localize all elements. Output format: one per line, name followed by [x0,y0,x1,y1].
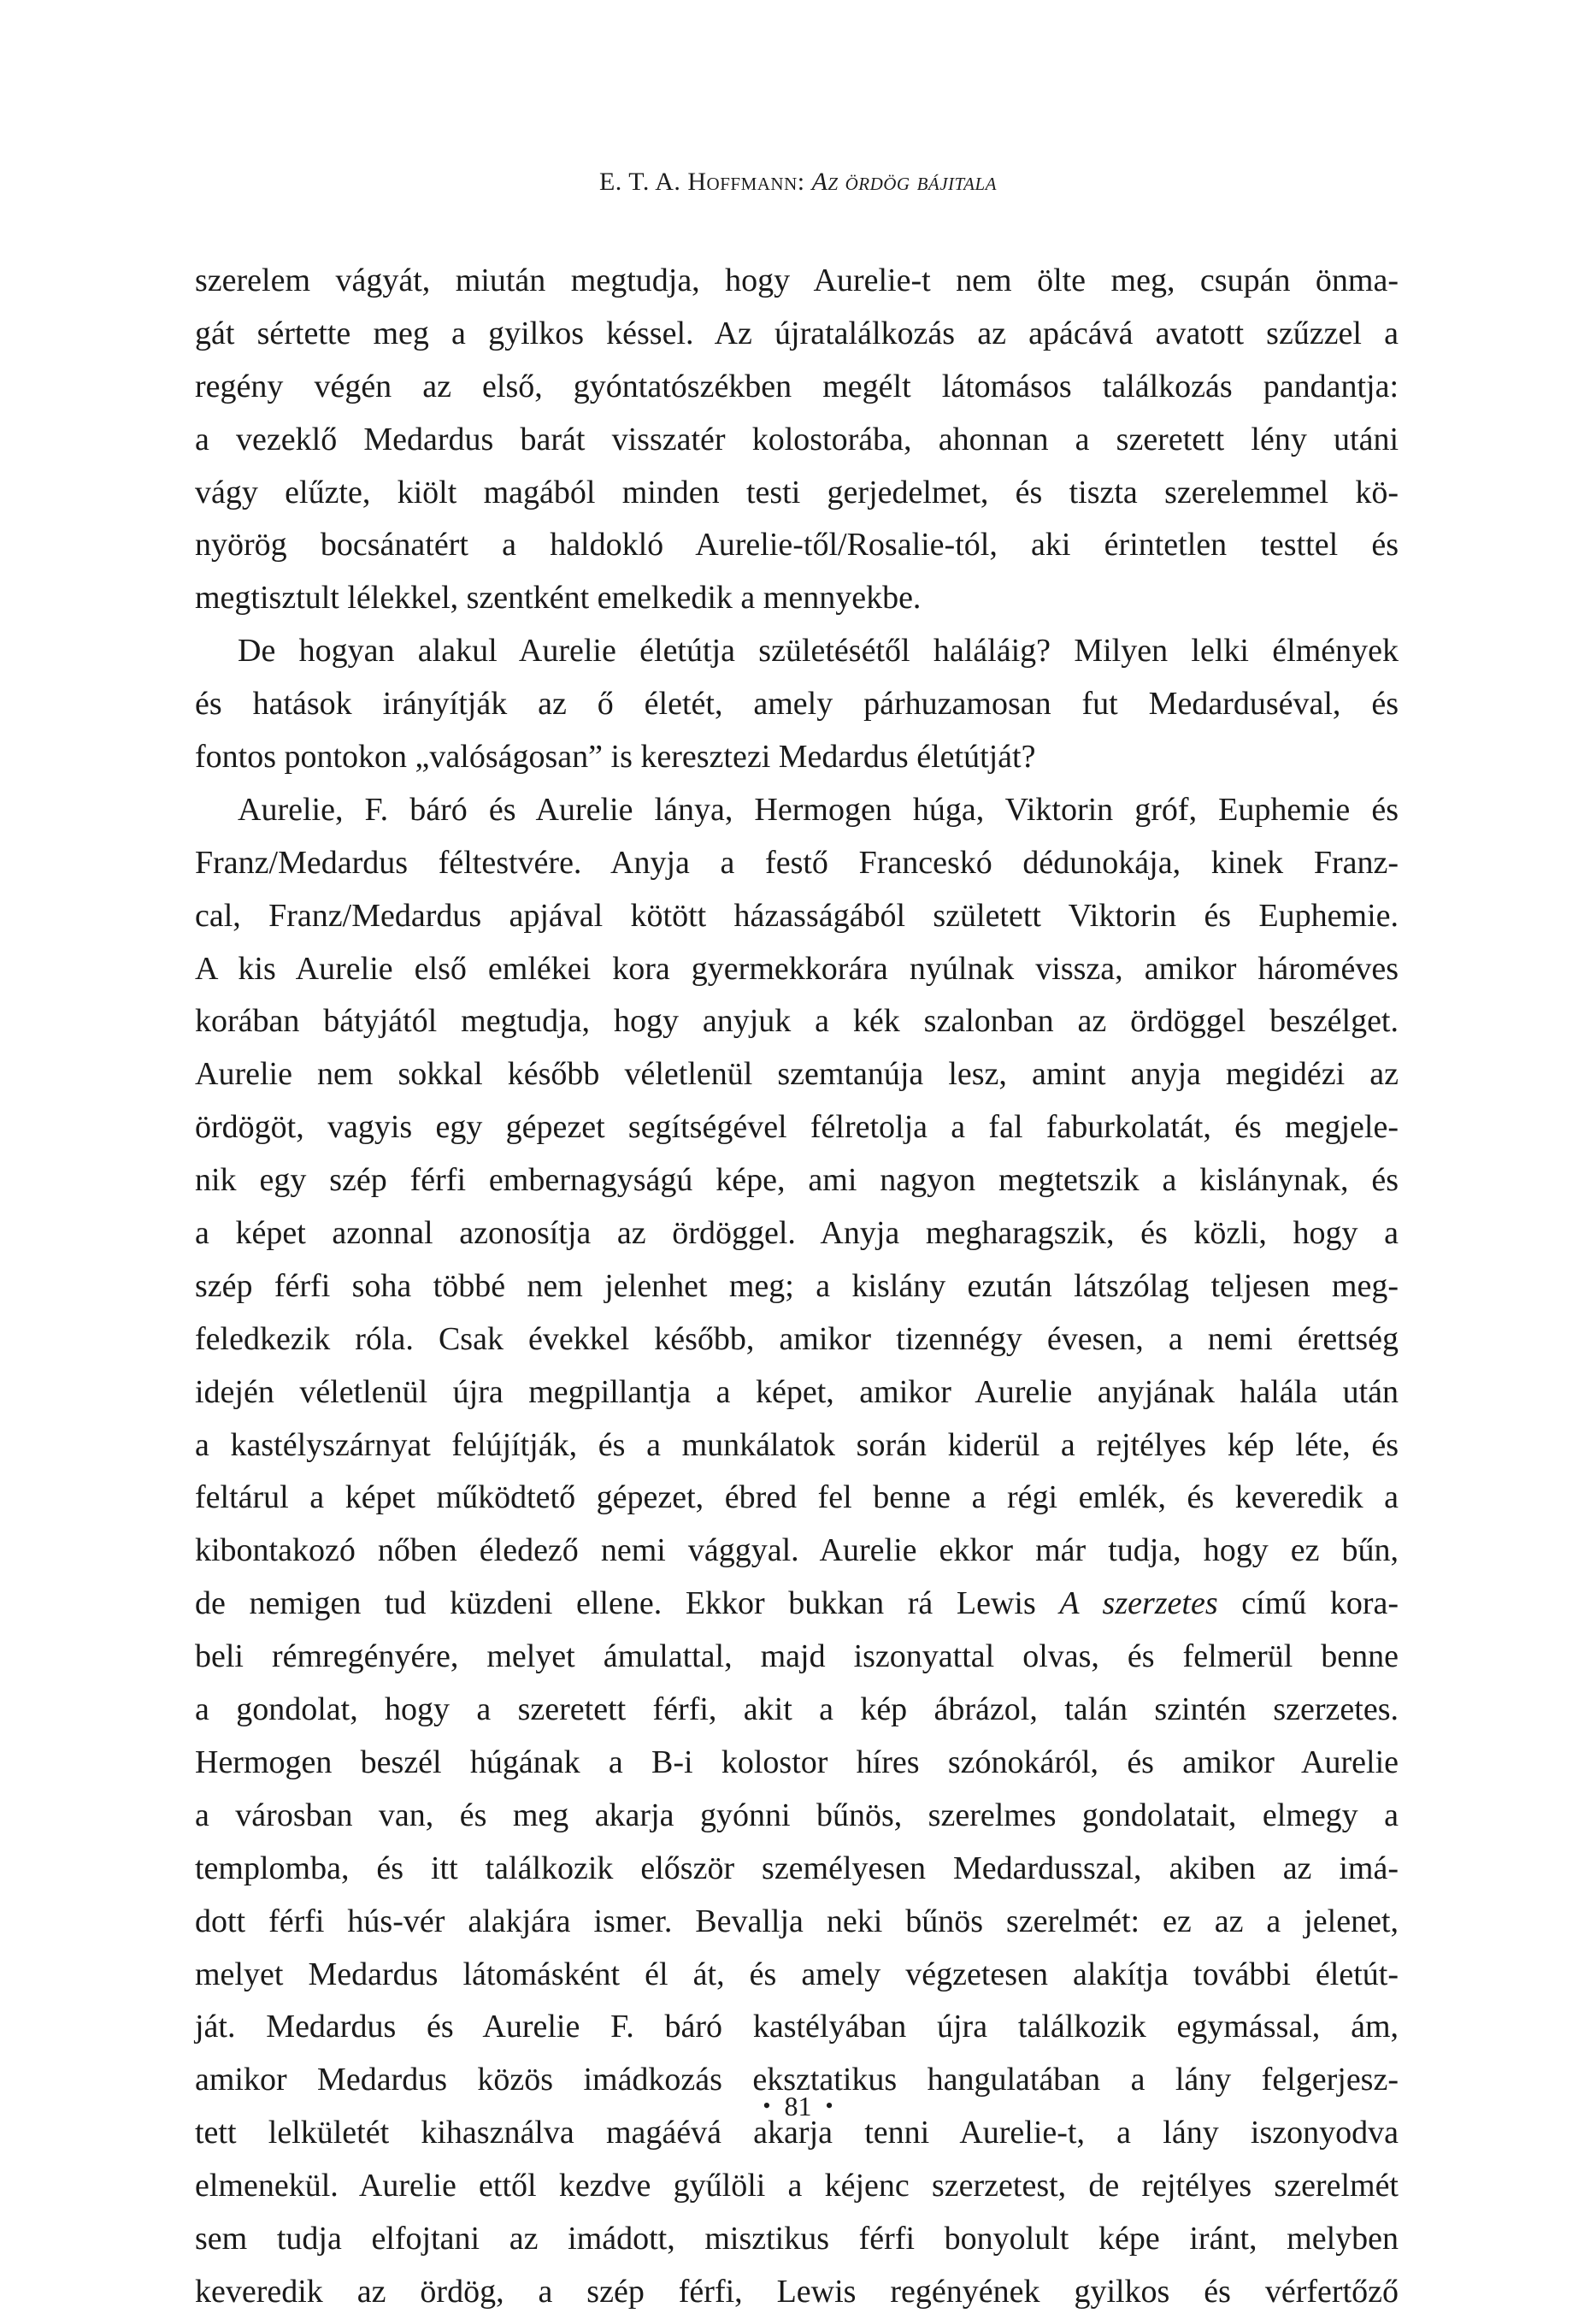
paragraph-first-line: Aurelie, F. báró és Aurelie lánya, Hermogen húga, Viktorin gróf, Euphemie és [238,791,1399,828]
text-line: feltárul a képet működtető gépezet, ébred fel benne a régi emlék, és keveredik a [195,1479,1399,1516]
text-line: Hermogen beszél húgának a B-i kolostor híres szónokáról, és amikor Aurelie [195,1744,1399,1780]
text-line: gát sértette meg a gyilkos késsel. Az újratalálkozás az apácává avatott szűzzel a [195,315,1399,351]
text-line: szerelem vágyát, miután megtudja, hogy Aurelie-t nem ölte meg, csupán önma- [195,263,1399,298]
text-line: és hatások irányítják az ő életét, amely párhuzamosan fut Medarduséval, és [195,686,1399,723]
bullet-ornament: • [763,2093,771,2118]
running-head [0,168,1596,197]
text-line: templomba, és itt találkozik először személyesen Medardusszal, akiben az imá- [195,1850,1399,1886]
text-line: idején véletlenül újra megpillantja a képet, amikor Aurelie anyjának halála után [195,1373,1399,1410]
text-line: feledkezik róla. Csak évekkel később, amikor tizennégy évesen, a nemi érettség [195,1320,1399,1357]
text-line: korában bátyjától megtudja, hogy anyjuk a kék szalonban az ördöggel beszélget. [195,1003,1399,1040]
text-line: sem tudja elfojtani az imádott, misztikus férfi bonyolult képe iránt, melyben [195,2220,1399,2257]
text-line: dott férfi hús-vér alakjára ismer. Bevallja neki bűnös szerelmét: ez az a jelenet, [195,1903,1399,1939]
book-title-italic: A szerzetes [1059,1585,1218,1622]
text-line: ját. Medardus és Aurelie F. báró kastélyában újra találkozik egymással, ám, [195,2009,1399,2045]
text-line: a kastélyszárnyat felújítják, és a munkálatok során kiderül a rejtélyes kép léte, és [195,1426,1399,1463]
text-line: nyörög bocsánatért a haldokló Aurelie-től/Rosalie-tól, aki érintetlen testtel és [195,527,1399,564]
text-line: keveredik az ördög, a szép férfi, Lewis regényének gyilkos és vérfertőző [195,2273,1399,2310]
text-line: beli rémregényére, melyet ámulattal, majd iszonyattal olvas, és felmerül benne [195,1638,1399,1675]
text-line-with-book-title [195,1578,1399,1631]
text-segment: de nemigen tud küzdeni ellene. Ekkor bukkan rá Lewis [195,1585,1060,1622]
text-line: A kis Aurelie első emlékei kora gyermekkorára nyúlnak vissza, amikor hároméves [195,950,1399,987]
text-segment: című kora- [1217,1585,1399,1622]
text-line: amikor Medardus közös imádkozás eksztatikus hangulatában a lány felgerjesz- [195,2062,1399,2098]
text-line: a gondolat, hogy a szeretett férfi, akit a kép ábrázol, talán szintén szerzetes. [195,1691,1399,1728]
paragraph-last-line: fontos pontokon „valóságosan” is keresztezi Medardus életútját? [195,739,1036,776]
text-line: tett lelkületét kihasználva magáévá akarja tenni Aurelie-t, a lány iszonyodva [195,2115,1399,2151]
text-line: vágy elűzte, kiölt magából minden testi gerjedelmet, és tiszta szerelemmel kö- [195,474,1399,510]
text-line: regény végén az első, gyóntatószékben megélt látomásos találkozás pandantja: [195,368,1399,404]
text-line: cal, Franz/Medardus apjával kötött házasságából született Viktorin és Euphemie. [195,897,1399,934]
text-line: elmenekül. Aurelie ettől kezdve gyűlöli a kéjenc szerzetest, de rejtélyes szerelmét [195,2168,1399,2204]
text-line: szép férfi soha többé nem jelenhet meg; a kislány ezután látszólag teljesen meg- [195,1267,1399,1304]
text-line: a városban van, és meg akarja gyónni bűnös, szerelmes gondolatait, elmegy a [195,1797,1399,1833]
paragraph-last-line: megtisztult lélekkel, szentként emelkedik a mennyekbe. [195,580,922,617]
text-line: Aurelie nem sokkal később véletlenül szemtanúja lesz, amint anyja megidézi az [195,1056,1399,1093]
page-number-footer [0,2091,1596,2122]
text-line: Franz/Medardus féltestvére. Anyja a festő Franceskó dédunokája, kinek Franz- [195,844,1399,881]
page-number: 81 [784,2091,812,2121]
text-line: nik egy szép férfi embernagyságú képe, ami nagyon megtetszik a kislánynak, és [195,1162,1399,1199]
body-text [195,255,1399,2319]
text-line: ördögöt, vagyis egy gépezet segítségével félretolja a fal faburkolatát, és megjele- [195,1109,1399,1146]
text-line: melyet Medardus látomásként él át, és amely végzetesen alakítja további életút- [195,1956,1399,1992]
paragraph-first-line: De hogyan alakul Aurelie életútja születésétől haláláig? Milyen lelki élmények [238,633,1399,670]
bullet-ornament: • [825,2093,833,2118]
text-line: kibontakozó nőben éledező nemi vággyal. Aurelie ekkor már tudja, hogy ez bűn, [195,1532,1399,1569]
running-head-title: Az ördög bájitala [811,168,997,196]
text-line: a vezeklő Medardus barát visszatér kolostorába, ahonnan a szeretett lény utáni [195,421,1399,457]
running-head-author: E. T. A. Hoffmann: [598,168,805,196]
text-line: a képet azonnal azonosítja az ördöggel. Anyja megharagszik, és közli, hogy a [195,1215,1399,1252]
